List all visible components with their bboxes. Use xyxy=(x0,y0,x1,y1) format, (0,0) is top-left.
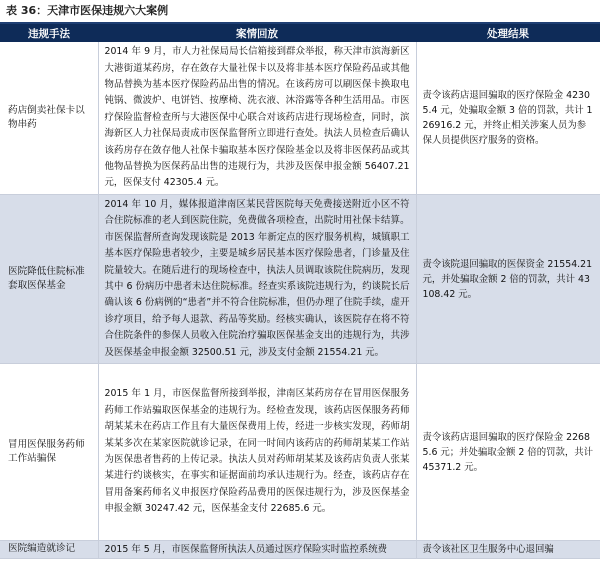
case-result: 责令该药店退回骗取的医疗保险金 42305.4 元，处骗取金额 3 倍的罚款，共计 126916.2 元，并终止相关涉案人员为参保人员提供医疗服务的资格。 xyxy=(416,42,600,195)
header-method: 违规手法 xyxy=(0,24,98,42)
table-row xyxy=(0,364,600,541)
case-description: 2014 年 10 月，媒体报道津南区某民营医院每天免费接送附近小区不符合住院标准的老人到医院住院，免费做各项检查，出院时用社保卡结算。市医保监督所查询发现该院是 2013 年新定点的医疗服务机构，城镇职工基本医疗保险患者较少，主要是城乡居民基本医疗保险患者，门诊量及住院量较大。在随后进行的现场检查中，执法人员调取该院住院病历，发现其中 6 份病历中患者未达住院标准。经查实系该院违规行为，约谈院长后确认该 6 份病例的“患者”并不符合住院标准，但仍办理了住院手续，虚开诊疗项目，给予每人退款、药品等奖励。经核实确认，该医院存在将不符合住院条件的参保人员收入住院治疗骗取医保基金支出的违规行为，共涉及医保基金申报金额 32500.51 元，涉及支付金额 21554.21 元。 xyxy=(98,195,416,364)
header-result: 处理结果 xyxy=(416,24,600,42)
case-description: 2015 年 5 月，市医保监督所执法人员通过医疗保险实时监控系统费 xyxy=(98,541,416,559)
violation-method: 医院编造就诊记 xyxy=(0,541,98,559)
cases-table xyxy=(0,24,600,559)
case-result: 责令该药店退回骗取的医疗保险金 22685.6 元；并处骗取金额 2 倍的罚款，共计 45371.2 元。 xyxy=(416,364,600,541)
case-description: 2014 年 9 月，市人力社保局局长信箱接到群众举报，称天津市滨海新区大港街道某药房，存在敛存大量社保卡以及将非基本医疗保险药品或其他物品替换为基本医疗保险药品出售的情况。在该药房可以刷医保卡换取电钝锅、微波炉、电饼铛、按摩椅、洗衣液、沐浴露等各种生活用品。市医疗保险监督检查所与大港医保中心联合对该药店进行现场检查，同时，滨海新区人力社保局责成市医保监督所立即进行查处。执法人员检查后确认该药房存在敛存他人社保卡骗取基本医疗保险基金以及将非医保药品或其他物品替换为医保药品出售的违规行为，共涉及医保申报金额 56407.21 元，医保支付 42305.4 元。 xyxy=(98,42,416,195)
table-header xyxy=(0,24,600,42)
violation-method: 冒用医保服务药师工作站骗保 xyxy=(0,364,98,541)
case-description: 2015 年 1 月，市医保监督所接到举报，津南区某药房存在冒用医保服务药师工作站骗取医保基金的违规行为。经检查发现，该药店医保服务药师胡某某未在药店工作且有大量医保费用上传，经进一步核实发现，药师胡某某多次在某家医院就诊记录，在同一时间内该药店的药师胡某某工作站为医保患者售药的上传记录。执法人员对药师胡某某及该药店负责人张某某进行约谈核实，在事实和证据面前均承认违规行为。经查，该药店存在冒用备案药师名义申报医疗保险药品费用的医保违规行为，涉及医保基金申报金额 30247.42 元，医保基金支付 22685.6 元。 xyxy=(98,364,416,541)
table-row xyxy=(0,42,600,195)
table-row xyxy=(0,541,600,559)
violation-method: 医院降低住院标准套取医保基金 xyxy=(0,195,98,364)
table-caption: 表 36：天津市医保违规六大案例 xyxy=(0,0,600,24)
table-row xyxy=(0,195,600,364)
case-result: 责令该院退回骗取的医保资金 21554.21 元，并处骗取金额 2 倍的罚款，共计 43108.42 元。 xyxy=(416,195,600,364)
case-result: 责令该社区卫生服务中心退回骗 xyxy=(416,541,600,559)
violation-method: 药店倒卖社保卡以物串药 xyxy=(0,42,98,195)
header-description: 案情回放 xyxy=(98,24,416,42)
